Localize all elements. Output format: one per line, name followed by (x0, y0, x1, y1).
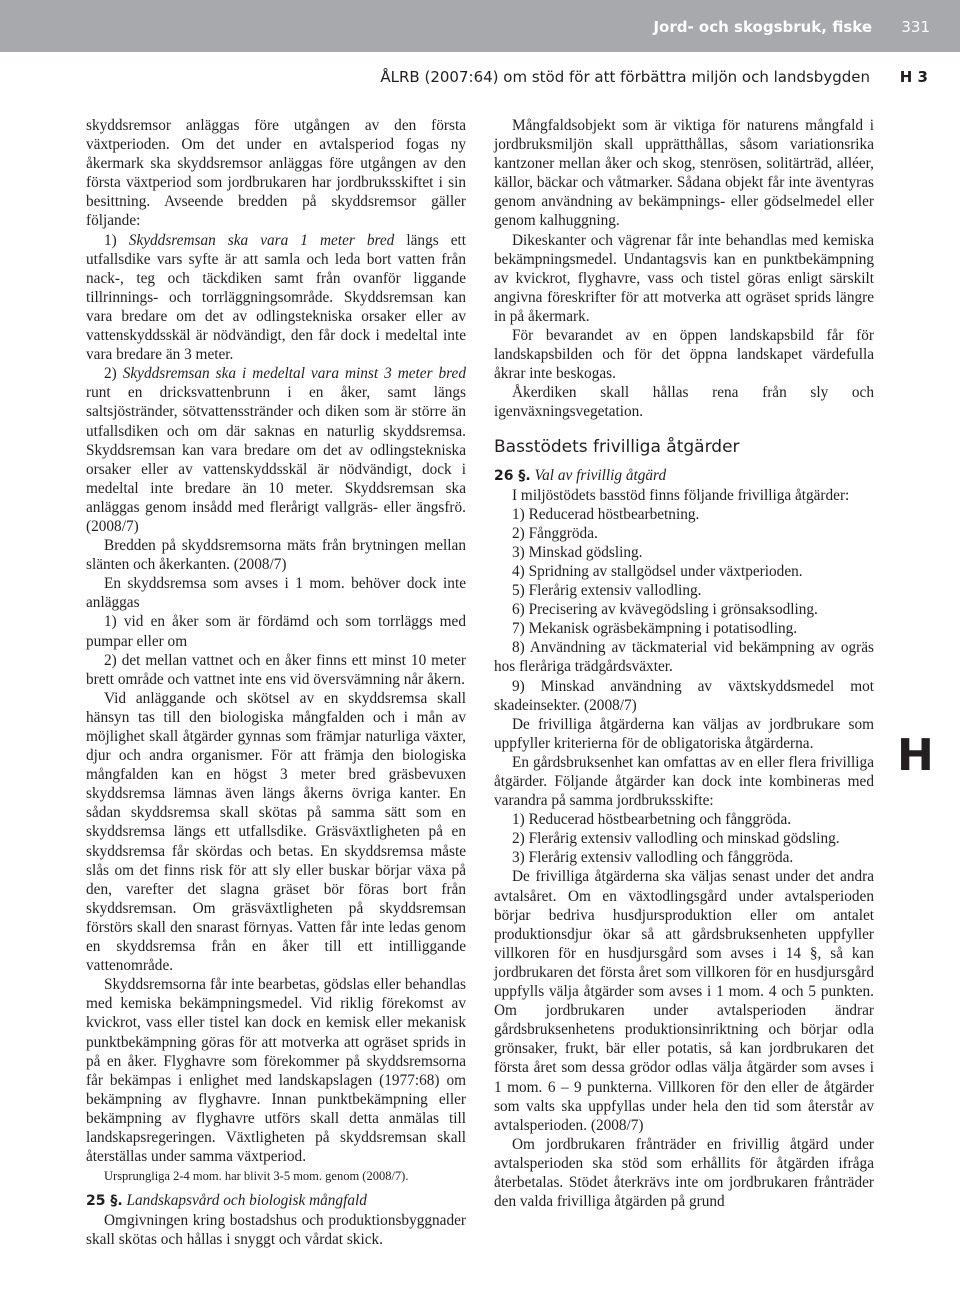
paragraph: 2) det mellan vattnet och en åker finns ett minst 10 meter brett område och vattnet inte ens vid översvämning når åkern. (86, 651, 466, 688)
paragraph: Åkerdiken skall hållas rena från sly och igenväxningsvegetation. (494, 384, 874, 421)
paragraph: En skyddsremsa som avses i 1 mom. behöver dock inte anläggas (86, 575, 466, 612)
subheading: Basstödets frivilliga åtgärder (494, 436, 740, 457)
paragraph: I miljöstödets basstöd finns följande frivilliga åtgärder: (512, 486, 850, 504)
paragraph: Skyddsremsorna får inte bearbetas, gödslas eller behandlas med kemiska bekämpningsmedel. Vid riklig förekomst av kvickrot, vass eller tistel kan dock en kemisk eller mekanisk punktbekämpning göras för att motverka att ogräset sprids in på en åker. Flyghavre som förekommer på skyddsremsorna får bekämpas i enlighet med landskapslagen (1977:68) om bekämpning av flyghavre. Innan punktbekämpning eller bekämpning av flyghavre utförs skall detta anmälas till landskapsregeringen. Växtligheten på skyddsremsan skall återställas under samma växtperiod. (86, 976, 466, 1166)
right-column (494, 116, 874, 1211)
list-item: 3) Flerårig extensiv vallodling och fånggröda. (512, 849, 794, 867)
paragraph: Bredden på skyddsremsorna mäts från brytningen mellan slänten och åkerkanten. (2008/7) (86, 537, 466, 574)
top-bar (0, 0, 960, 52)
paragraph: De frivilliga åtgärderna ska väljas senast under det andra avtalsåret. Om en växtodlingsgård under avtalsperioden börjar bedriva husdjursproduktion eller om antalet produktionsdjur ökar så att gårdsbruksenheten uppfyller villkoren för en husdjursgård som avses i 14 §, så kan jordbrukaren det första året som villkoren för en husdjursgård uppfylls välja åtgärder som avses i 1 mom. 4 och 5 punkten. Om jordbrukaren under avtalsperioden ändrar gårdsbruksenhetens produktionsinriktning och börjar odla grönsaker, frukt, bär eller potatis, så kan jordbrukaren det första året som dessa grödor odlas välja åtgärder som avses i 1 mom. 6 – 9 punkterna. Villkoren för den eller de åtgärder som valts ska uppfyllas under hela den tid som återstår av avtalsperioden. (2008/7) (494, 868, 874, 1134)
paragraph: Mångfaldsobjekt som är viktiga för naturens mångfald i jordbruksmiljön skall upprätthållas, såsom variationsrika kantzoner mellan åker och skog, stenrösen, solitärträd, alléer, källor, bäckar och våtmarker. Sådana objekt får inte äventyras genom användning av bekämpnings- eller gödselmedel eller genom kalhuggning. (494, 117, 874, 230)
section-heading: 25 §. Landskapsvård och biologisk mångfald (86, 1192, 367, 1210)
list-item: 4) Spridning av stallgödsel under växtperioden. (512, 562, 803, 580)
paragraph: 2) Skyddsremsan ska i medeltal vara minst 3 meter bred runt en dricksvattenbrunn i en åker, samt längs saltsjöstränder, sötvattensstränder och diken som är större än utfallsdiken och om där saknas en naturlig skyddsremsa. Skyddsremsan kan vara bredare om det av odlingstekniska orsaker eller av vattenskyddsskäl är nödvändigt, dock i medeltal inte bredare än 10 meter. Skyddsremsan ska anläggas genom insådd med flerårigt vallgräs- eller ängsfrö. (2008/7) (86, 365, 466, 535)
page-number: 331 (901, 18, 930, 36)
paragraph: De frivilliga åtgärderna kan väljas av jordbrukare som uppfyller kriterierna för de obligatoriska åtgärderna. (494, 715, 874, 752)
paragraph: Vid anläggande och skötsel av en skyddsremsa skall hänsyn tas till den biologiska mångfalden och i mån av möjlighet skall åtgärder gynnas som främjar naturliga växter, djur och andra organismer. För att främja den biologiska mångfalden kan en högst 3 meter bred gräsbevuxen skyddsremsa lämnas även längs åkerns övriga kanter. En sådan skyddsremsa skall skötas på samma sätt som en skyddsremsa längs ett utfallsdike. Gräsväxtligheten på en skyddsremsa får skördas och betas. En skyddsremsa måste slås om det finns risk för att sly eller buskar börjar växa på den, varefter det slagna gräset bör föras bort från skyddsremsan. Om gräsväxtligheten på skyddsremsan förstörs skall den snarast förnyas. Vatten får inte ledas genom en skyddsremsa från en åker till ett intilliggande vattenområde. (86, 689, 466, 975)
list-item: 1) Reducerad höstbearbetning. (512, 505, 700, 523)
section-heading: 26 §. Val av frivillig åtgärd (494, 466, 667, 484)
paragraph: Om jordbrukaren frånträder en frivillig åtgärd under avtalsperioden ska stöd som erhållits för åtgärden ifråga återbetalas. Stödet återkrävs inte om jordbrukaren frånträder den valda frivilliga åtgärden på grund (494, 1135, 874, 1211)
paragraph: skyddsremsor anläggas före utgången av den första växtperioden. Om det under en avtalsperiod fogas ny åkermark ska skyddsremsor anläggas före utgången av den första växtperiod som jordbrukaren har jordbruksskiftet i sin besittning. Avseende bredden på skyddsremsor gäller följande: (86, 117, 466, 230)
paragraph: 1) Skyddsremsan ska vara 1 meter bred längs ett utfallsdike vars syfte är att samla och leda bort vatten från nack-, teg och täckdiken samt från ovanför liggande tillrinnings- och torrläggningsområde. Skyddsremsan kan vara bredare om det av odlingstekniska orsaker eller av vattenskyddsskäl är nödvändigt, den får dock i medeltal inte vara bredare än 3 meter. (86, 231, 467, 364)
list-item: 5) Flerårig extensiv vallodling. (512, 582, 702, 600)
paragraph: Dikeskanter och vägrenar får inte behandlas med kemiska bekämpningsmedel. Undantagsvis kan en punktbekämpning av kvickrot, flyghavre, vass och tistel göras enligt särskilt angivna föreskrifter för att motverka att ogräset sprids längre in på åkermark. (494, 231, 874, 325)
paragraph: En gårdsbruksenhet kan omfattas av en eller flera frivilliga åtgärder. Följande åtgärder kan dock inte kombineras med varandra på samma jordbruksskifte: (494, 753, 874, 810)
section-title: Jord- och skogsbruk, fiske (653, 18, 872, 36)
list-item: 6) Precisering av kvävegödsling i grönsaksodling. (512, 601, 818, 619)
list-item: 3) Minskad gödsling. (512, 543, 643, 561)
list-item: 2) Fånggröda. (512, 524, 598, 542)
list-item: 2) Flerårig extensiv vallodling och minskad gödsling. (512, 830, 840, 848)
list-item: 8) Användning av täckmaterial vid bekämpning av ogräs hos fleråriga trädgårdsväxter. (494, 639, 874, 676)
list-item: 1) Reducerad höstbearbetning och fånggröda. (512, 811, 792, 829)
paragraph: För bevarandet av en öppen landskapsbild får för landskapsbilden och för det öppna landskapet värdefulla åkrar inte beskogas. (494, 327, 874, 383)
side-chapter-letter: H (897, 730, 934, 781)
chapter-tab: H 3 (899, 68, 928, 86)
running-title: ÅLRB (2007:64) om stöd för att förbättra miljön och landsbygden (380, 68, 870, 86)
footnote: Ursprungliga 2-4 mom. har blivit 3-5 mom. genom (2008/7). (104, 1169, 409, 1184)
paragraph: 1) vid en åker som är fördämd och som torrläggs med pumpar eller om (86, 613, 466, 650)
list-item: 7) Mekanisk ogräsbekämpning i potatisodling. (512, 620, 798, 638)
left-column (86, 116, 466, 1249)
list-item: 9) Minskad användning av växtskyddsmedel mot skadeinsekter. (2008/7) (494, 677, 874, 714)
paragraph: Omgivningen kring bostadshus och produktionsbyggnader skall skötas och hållas i snyggt och vårdat skick. (86, 1212, 466, 1249)
